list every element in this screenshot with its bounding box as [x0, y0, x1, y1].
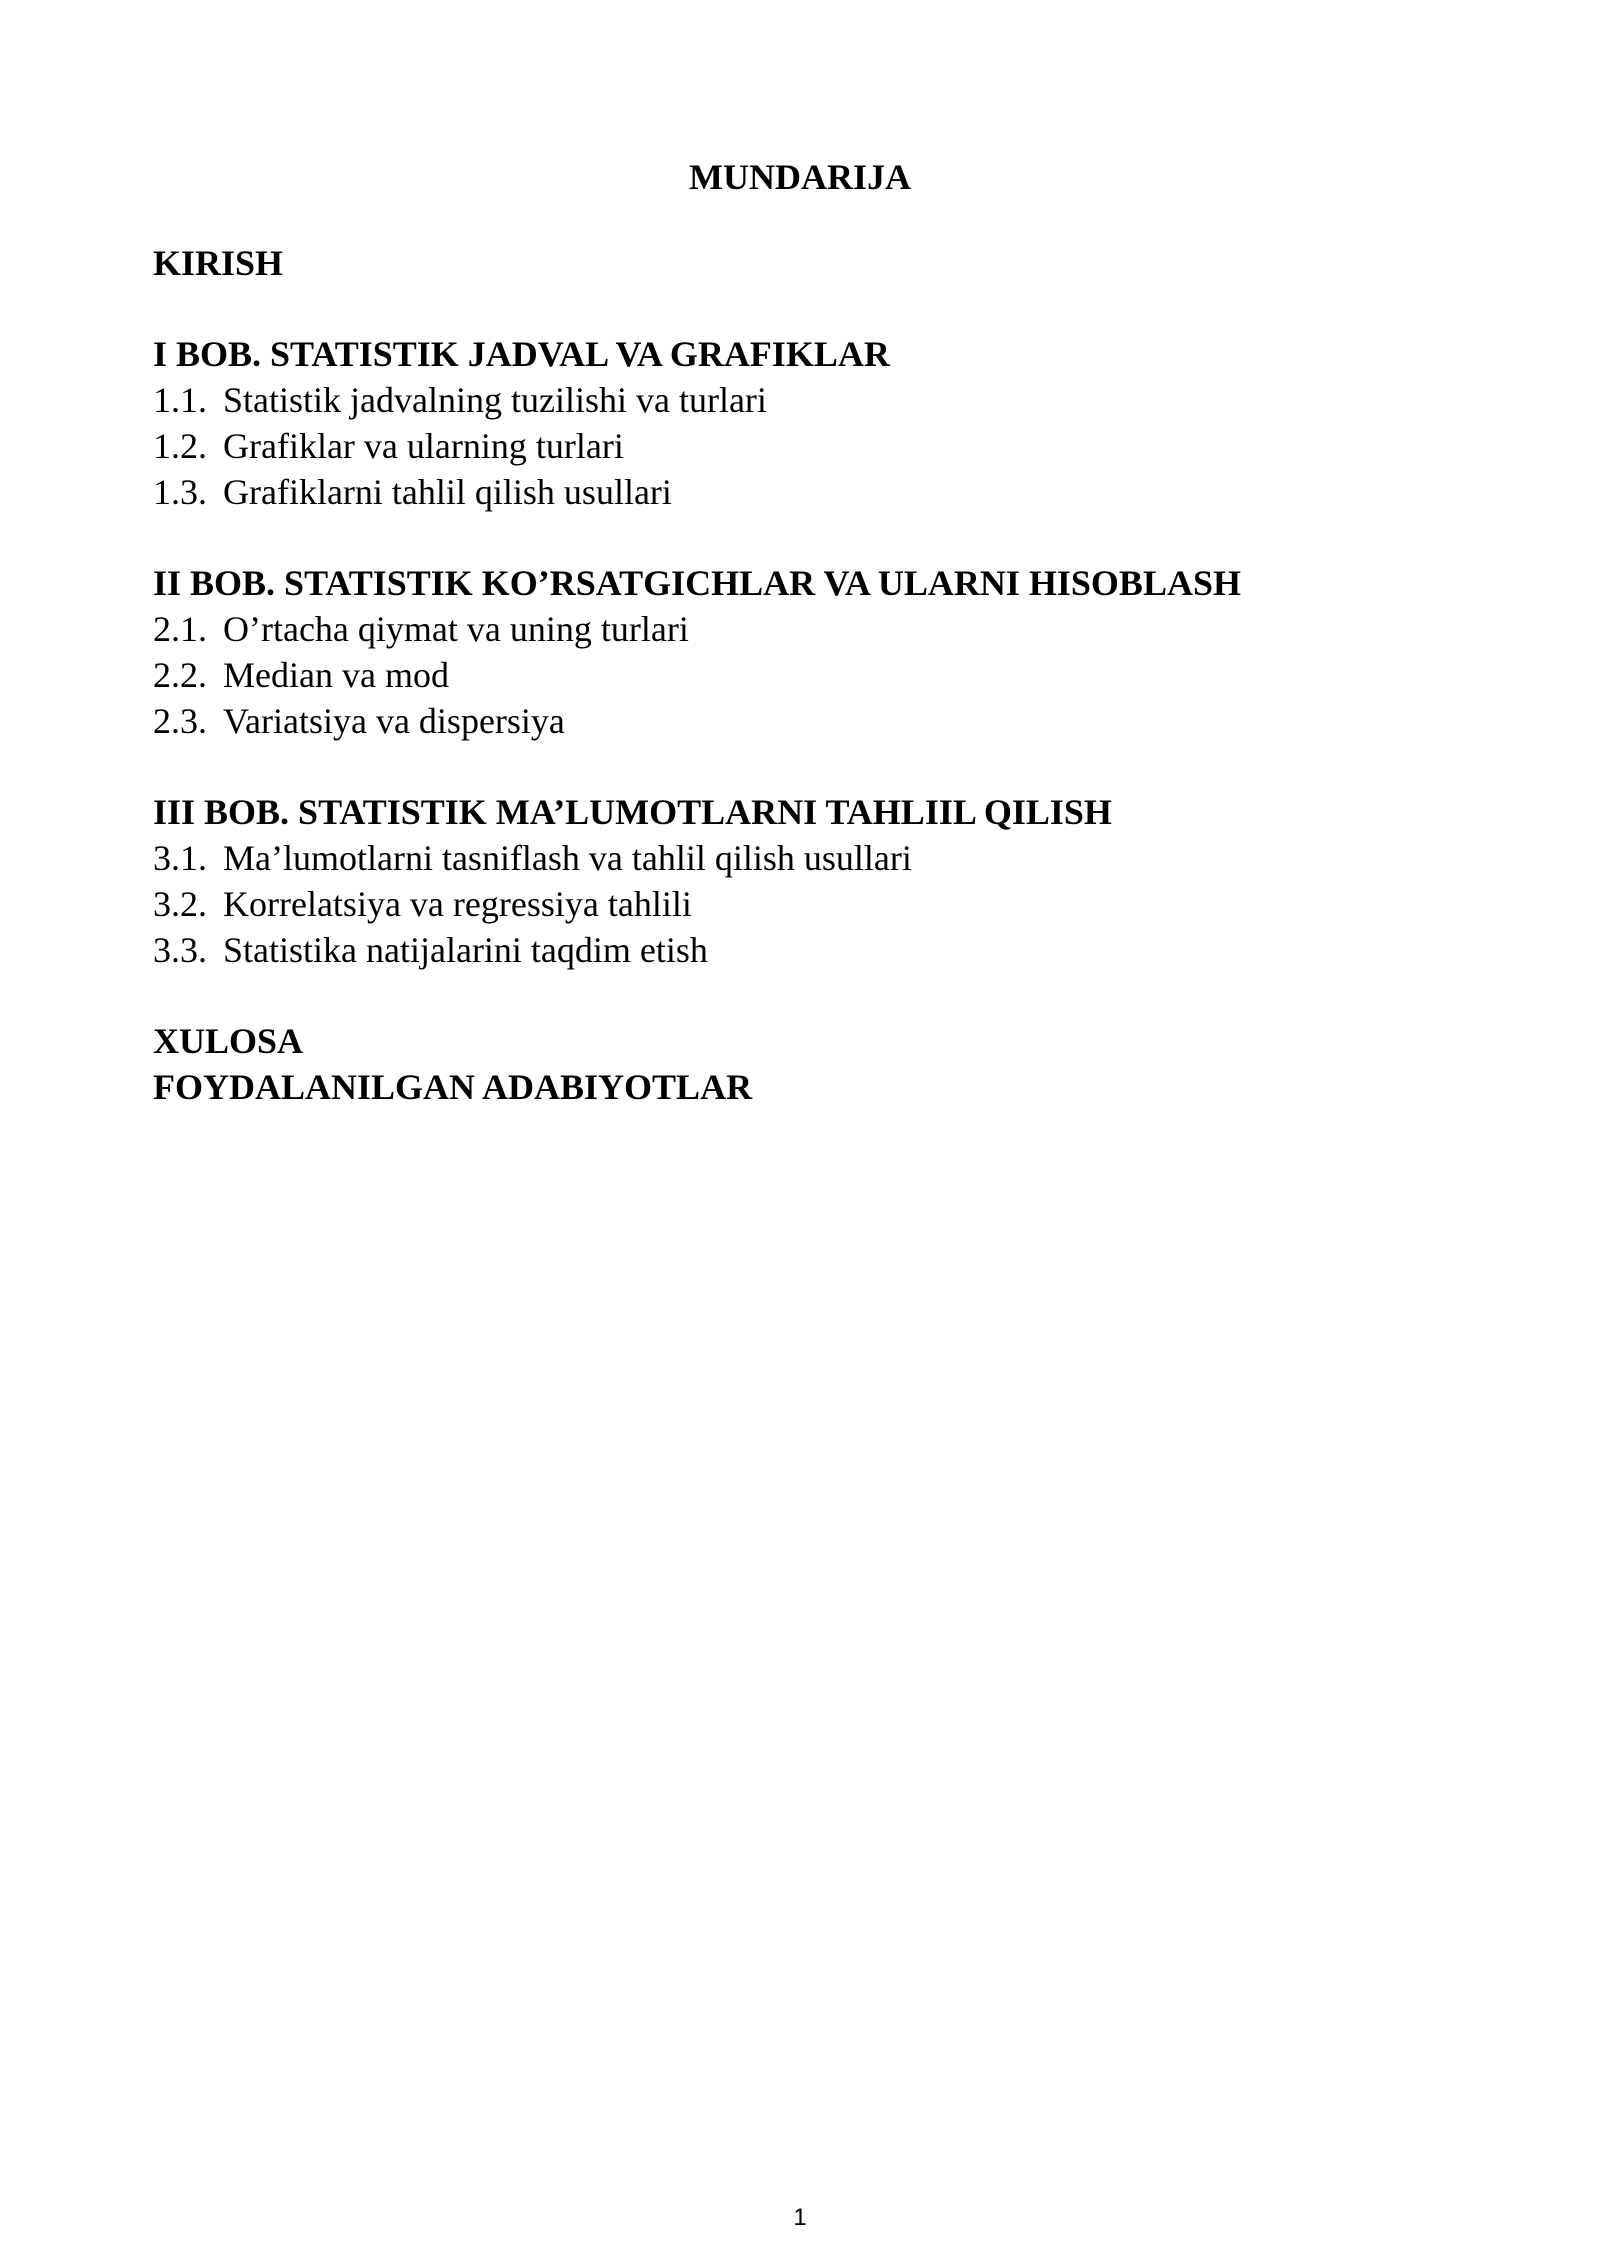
toc-title: MUNDARIJA [689, 157, 911, 197]
section-title: Statistik jadvalning tuzilishi va turlari [223, 380, 767, 420]
page-number: 1 [793, 2204, 807, 2231]
section-number: 3.2. [153, 884, 207, 924]
section-number: 1.3. [153, 472, 207, 512]
toc-section [153, 927, 1453, 973]
section-number: 3.3. [153, 930, 207, 970]
toc-intro: KIRISH [153, 243, 284, 283]
section-title: Median va mod [223, 655, 449, 695]
spacer [153, 286, 1453, 331]
section-title: Statistika natijalarini taqdim etish [223, 930, 708, 970]
toc-section [153, 881, 1453, 927]
section-title: Korrelatsiya va regressiya tahlili [223, 884, 692, 924]
section-number: 1.1. [153, 380, 207, 420]
chapter-heading: III BOB. STATISTIK MA’LUMOTLARNI TAHLIIL QILISH [153, 792, 1112, 832]
spacer [153, 973, 1453, 1018]
chapter-heading: II BOB. STATISTIK KO’RSATGICHLAR VA ULARNI HISOBLASH [153, 563, 1241, 603]
section-number: 2.2. [153, 655, 207, 695]
spacer [153, 744, 1453, 789]
chapter-3 [153, 789, 1453, 973]
toc-section [153, 423, 1453, 469]
section-number: 2.1. [153, 609, 207, 649]
section-title: O’rtacha qiymat va uning turlari [223, 609, 689, 649]
toc-section [153, 698, 1453, 744]
section-number: 3.1. [153, 838, 207, 878]
section-number: 1.2. [153, 426, 207, 466]
chapter-heading: I BOB. STATISTIK JADVAL VA GRAFIKLAR [153, 334, 890, 374]
toc-references: FOYDALANILGAN ADABIYOTLAR [153, 1067, 753, 1107]
section-title: Ma’lumotlarni tasniflash va tahlil qilish usullari [223, 838, 912, 878]
section-title: Variatsiya va dispersiya [223, 701, 565, 741]
section-title: Grafiklar va ularning turlari [223, 426, 624, 466]
toc-section [153, 652, 1453, 698]
section-title: Grafiklarni tahlil qilish usullari [223, 472, 672, 512]
chapter-2 [153, 560, 1453, 744]
toc-section [153, 377, 1453, 423]
toc-section [153, 835, 1453, 881]
chapter-1 [153, 331, 1453, 515]
section-number: 2.3. [153, 701, 207, 741]
toc-section [153, 469, 1453, 515]
toc-conclusion: XULOSA [153, 1021, 304, 1061]
toc-section [153, 606, 1453, 652]
table-of-contents [153, 240, 1453, 1110]
spacer [153, 515, 1453, 560]
